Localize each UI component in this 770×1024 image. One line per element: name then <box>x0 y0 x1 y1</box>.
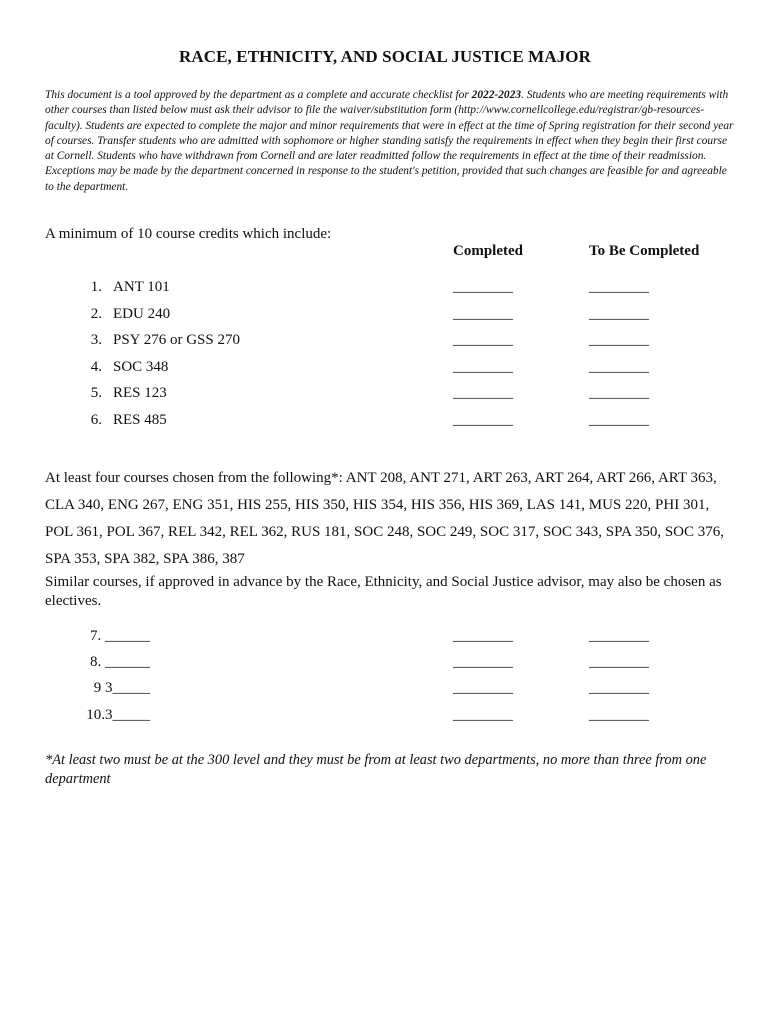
to-be-completed-blank[interactable]: ________ <box>589 306 649 322</box>
row-number: 4. <box>90 359 102 375</box>
elective-label[interactable]: 10.3_____ <box>86 707 150 723</box>
similar-courses-note: Similar courses, if approved in advance by the Race, Ethnicity, and Social Justice advisor, may also be chosen as electives. <box>45 574 722 609</box>
completed-blank[interactable]: ________ <box>453 412 513 428</box>
completed-blank[interactable]: ________ <box>453 654 513 670</box>
row-number: 5. <box>90 385 102 401</box>
row-number: 1. <box>90 279 102 295</box>
to-be-completed-blank[interactable]: ________ <box>589 628 649 644</box>
intro-text-after: . Students who are meeting requirements with other courses than listed below must ask their advisor to file the waiver/substitution form (http://www.cornellcollege.edu/registrar/gb-resources-faculty). Students are expected to complete the major and minor requirements that were in effect at the time of Spring registration for their second year of courses. Transfer students who are admitted with sophomore or higher standing satisfy the requirements in effect when they begin their first course at Cornell. Students who have withdrawn from Cornell and are later readmitted follow the requirements in effect at the time of their readmission. Exceptions may be made by the department concerned in response to the student's petition, provided that such changes are feasible for and agreeable to the department. <box>45 89 734 193</box>
intro-text-before: This document is a tool approved by the department as a complete and accurate checklist for <box>45 89 472 101</box>
to-be-completed-blank[interactable]: ________ <box>589 412 649 428</box>
course-name: RES 485 <box>113 412 167 428</box>
course-name: ANT 101 <box>113 279 170 295</box>
course-name: PSY 276 or GSS 270 <box>113 332 240 348</box>
to-be-completed-blank[interactable]: ________ <box>589 332 649 348</box>
elective-label[interactable]: 9 3_____ <box>93 680 150 696</box>
required-course-row <box>0 359 770 379</box>
minimum-credits-text: A minimum of 10 course credits which include: <box>45 226 332 242</box>
course-name: EDU 240 <box>113 306 171 322</box>
intro-year: 2022-2023 <box>471 89 522 101</box>
to-be-completed-blank[interactable]: ________ <box>589 680 649 696</box>
row-number: 3. <box>90 332 102 348</box>
completed-blank[interactable]: ________ <box>453 385 513 401</box>
elective-label[interactable]: 7. ______ <box>90 628 150 644</box>
course-name: RES 123 <box>113 385 167 401</box>
footnote: *At least two must be at the 300 level and they must be from at least two departments, no more than three from one department <box>45 752 707 787</box>
to-be-completed-blank[interactable]: ________ <box>589 385 649 401</box>
completed-blank[interactable]: ________ <box>453 680 513 696</box>
completed-column-header: Completed <box>453 243 523 259</box>
completed-blank[interactable]: ________ <box>453 707 513 723</box>
to-be-completed-blank[interactable]: ________ <box>589 707 649 723</box>
required-course-row <box>0 332 770 352</box>
required-course-row <box>0 306 770 326</box>
completed-blank[interactable]: ________ <box>453 332 513 348</box>
required-course-row <box>0 279 770 299</box>
to-be-completed-blank[interactable]: ________ <box>589 359 649 375</box>
completed-blank[interactable]: ________ <box>453 628 513 644</box>
electives-list-text: At least four courses chosen from the following*: ANT 208, ANT 271, ART 263, ART 264, ART 266, ART 363, CLA 340, ENG 267, ENG 351, HIS 255, HIS 350, HIS 354, HIS 356, HIS 369, LAS 141, MUS 220, PHI 301, POL 361, POL 367, REL 342, REL 362, RUS 181, SOC 248, SOC 249, SOC 317, SOC 343, SPA 350, SOC 376, SPA 353, SPA 382, SPA 386, 387 <box>45 470 724 567</box>
course-name: SOC 348 <box>113 359 169 375</box>
to-be-completed-blank[interactable]: ________ <box>589 279 649 295</box>
elective-label[interactable]: 8. ______ <box>90 654 150 670</box>
completed-blank[interactable]: ________ <box>453 359 513 375</box>
completed-blank[interactable]: ________ <box>453 306 513 322</box>
row-number: 6. <box>90 412 102 428</box>
required-course-row <box>0 385 770 405</box>
required-course-row <box>0 412 770 432</box>
intro-paragraph <box>45 88 735 195</box>
completed-blank[interactable]: ________ <box>453 279 513 295</box>
to-be-completed-blank[interactable]: ________ <box>589 654 649 670</box>
page-title: RACE, ETHNICITY, AND SOCIAL JUSTICE MAJOR <box>178 47 592 66</box>
row-number: 2. <box>90 306 102 322</box>
to-be-completed-column-header: To Be Completed <box>589 243 700 259</box>
